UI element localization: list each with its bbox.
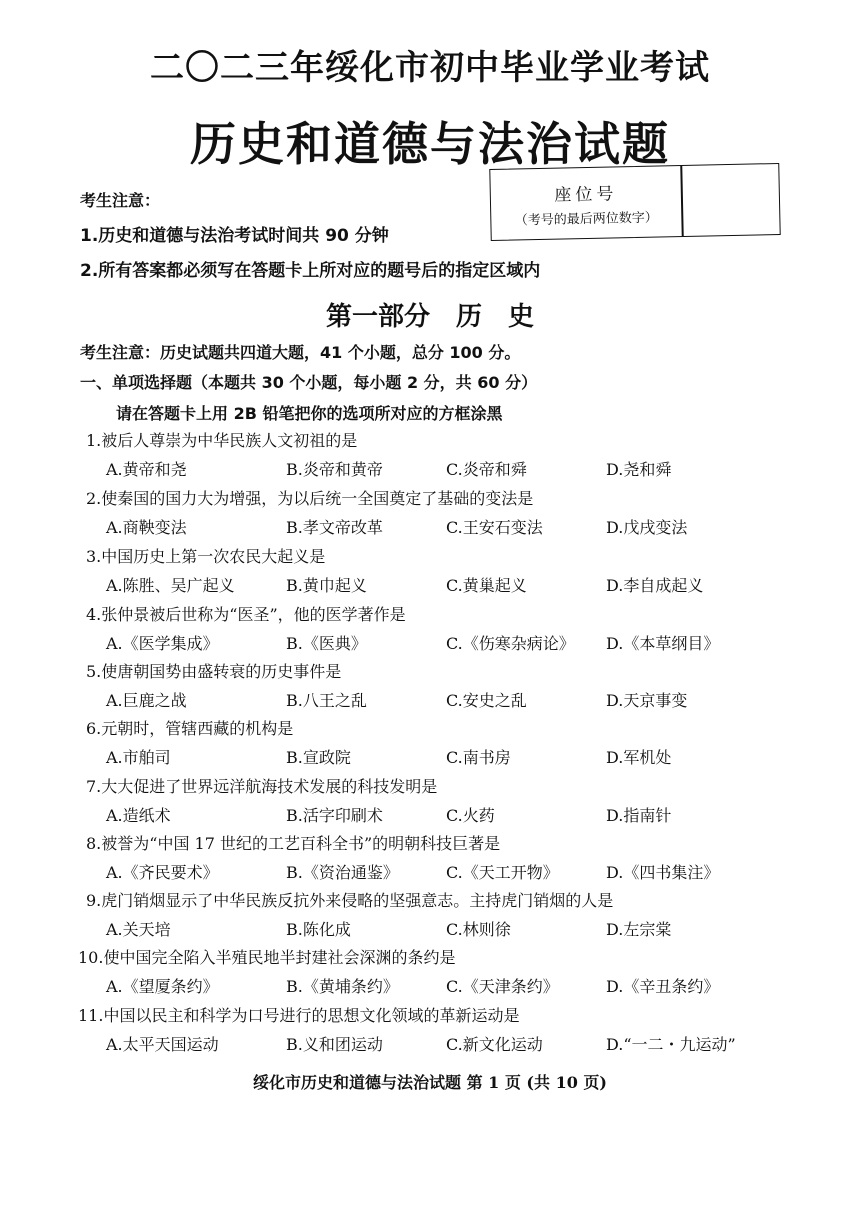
option-b: B.黄巾起义 [286,576,367,595]
option-c: C.火药 [446,806,495,825]
question-stem: 1.被后人尊崇为中华民族人文初祖的是 [86,431,358,450]
question-item [0,831,860,889]
option-c: C.王安石变法 [446,518,543,537]
question-stem: 11.中国以民主和科学为口号进行的思想文化领域的革新运动是 [78,1006,520,1025]
option-d: D.李自成起义 [606,576,704,595]
option-c: C.林则徐 [446,920,511,939]
option-b: B.八王之乱 [286,691,367,710]
question-item [0,486,860,544]
option-d: D.尧和舜 [606,460,672,479]
question-stem: 3.中国历史上第一次农民大起义是 [86,547,326,566]
option-d: D.左宗棠 [606,920,672,939]
option-c: C.安史之乱 [446,691,527,710]
option-b: B.活字印刷术 [286,806,383,825]
option-d: D.军机处 [606,748,672,767]
question-item [0,716,860,774]
question-item [0,602,860,660]
option-a: A.关天培 [106,920,171,939]
section-instruction: 请在答题卡上用 2B 铅笔把你的选项所对应的方框涂黑 [116,404,503,423]
question-stem: 5.使唐朝国势由盛转衰的历史事件是 [86,662,342,681]
question-item [0,1003,860,1061]
question-stem: 8.被誉为“中国 17 世纪的工艺百科全书”的明朝科技巨著是 [86,834,501,853]
notice-heading: 考生注意： [80,191,161,210]
section-heading: 一、单项选择题（本题共 30 个小题，每小题 2 分，共 60 分） [80,373,538,392]
option-a: A.太平天国运动 [106,1035,219,1054]
option-c: C.黄巢起义 [446,576,527,595]
option-a: A.市舶司 [106,748,171,767]
notice-item: 2.所有答案都必须写在答题卡上所对应的题号后的指定区域内 [80,261,541,281]
option-d: D.戊戌变法 [606,518,688,537]
seat-number-box [489,163,780,241]
question-item [0,544,860,602]
option-b: B.炎帝和黄帝 [286,460,383,479]
option-a: A.巨鹿之战 [106,691,187,710]
question-item [0,659,860,717]
option-b: B.义和团运动 [286,1035,383,1054]
option-b: B.《医典》 [286,634,367,653]
question-stem: 9.虎门销烟显示了中华民族反抗外来侵略的坚强意志。主持虎门销烟的人是 [86,891,614,910]
option-d: D.《本草纲目》 [606,634,720,653]
option-a: A.黄帝和尧 [106,460,187,479]
question-item [0,774,860,832]
option-b: B.《黄埔条约》 [286,977,399,996]
part-notice: 考生注意：历史试题共四道大题，41 个小题，总分 100 分。 [80,343,521,362]
option-a: A.《医学集成》 [106,634,219,653]
question-item [0,945,860,1003]
option-c: C.《天工开物》 [446,863,559,882]
option-d: D.天京事变 [606,691,688,710]
seat-number-label: 座位号 [554,184,618,206]
option-c: C.新文化运动 [446,1035,543,1054]
question-item [0,428,860,486]
option-a: A.陈胜、吴广起义 [106,576,235,595]
option-b: B.《资治通鉴》 [286,863,399,882]
option-a: A.造纸术 [106,806,171,825]
question-stem: 4.张仲景被后世称为“医圣”，他的医学著作是 [86,605,406,624]
option-c: C.南书房 [446,748,511,767]
option-d: D.指南针 [606,806,672,825]
option-b: B.孝文帝改革 [286,518,383,537]
option-a: A.《齐民要术》 [106,863,219,882]
question-item [0,888,860,946]
option-b: B.宣政院 [286,748,351,767]
question-stem: 7.大大促进了世界远洋航海技术发展的科技发明是 [86,777,438,796]
option-c: C.炎帝和舜 [446,460,527,479]
option-c: C.《天津条约》 [446,977,559,996]
part-title: 第一部分 历 史 [325,302,534,332]
option-d: D.“一二・九运动” [606,1035,736,1054]
option-d: D.《辛丑条约》 [606,977,720,996]
seat-box-divider [680,166,683,236]
exam-title: 历史和道德与法治试题 [190,117,670,171]
seat-number-sublabel: （考号的最后两位数字） [514,210,658,229]
option-a: A.商鞅变法 [106,518,187,537]
notice-item: 1.历史和道德与法治考试时间共 90 分钟 [80,226,389,246]
question-stem: 2.使秦国的国力大为增强，为以后统一全国奠定了基础的变法是 [86,489,534,508]
option-c: C.《伤寒杂病论》 [446,634,575,653]
page-footer: 绥化市历史和道德与法治试题 第 1 页 (共 10 页) [253,1073,607,1092]
option-a: A.《望厦条约》 [106,977,219,996]
option-d: D.《四书集注》 [606,863,720,882]
question-stem: 6.元朝时，管辖西藏的机构是 [86,719,294,738]
option-b: B.陈化成 [286,920,351,939]
exam-header: 二〇二三年绥化市初中毕业学业考试 [150,48,710,88]
question-stem: 10.使中国完全陷入半殖民地半封建社会深渊的条约是 [78,948,456,967]
